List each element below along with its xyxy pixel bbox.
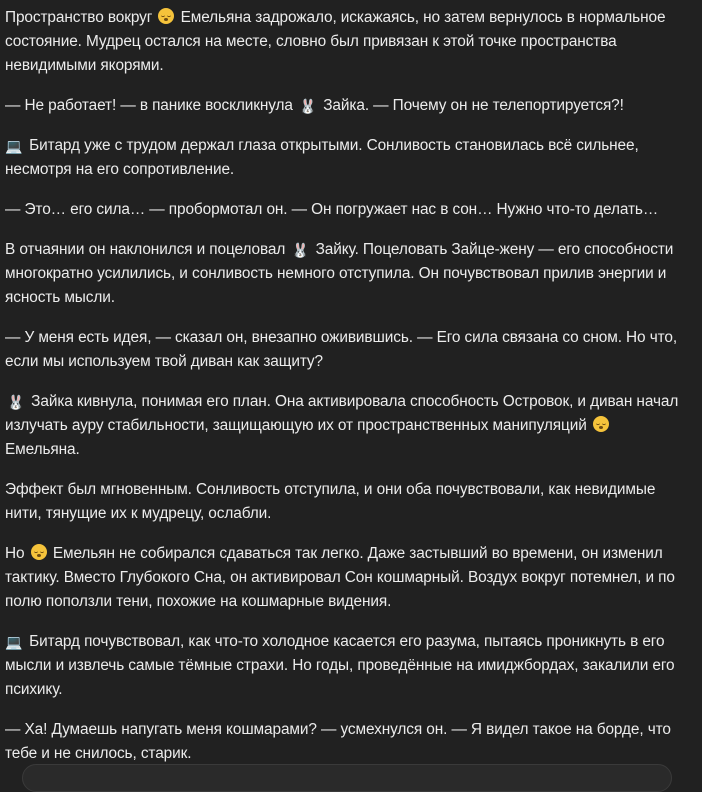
message-paragraph: [5, 94, 686, 118]
message-paragraph: [5, 390, 686, 462]
paragraph-text: — Это… его сила… — пробормотал он. — Он погружает нас в сон… Нужно что-то делать…: [5, 201, 658, 218]
paragraph-text: Но: [5, 545, 29, 562]
rabbit-icon: 🐰: [299, 100, 317, 114]
message-paragraph: [5, 198, 686, 222]
sleeping-face-icon: [31, 544, 47, 560]
message-paragraph: [5, 238, 686, 310]
message-paragraph: [5, 718, 686, 766]
message-paragraph: [5, 478, 686, 526]
paragraph-text: Зайка. — Почему он не телепортируется?!: [319, 97, 624, 114]
rabbit-icon: 🐰: [7, 396, 25, 410]
message-paragraph: [5, 134, 686, 182]
paragraph-text: Битард уже с трудом держал глаза открытыми. Сонливость становилась всё сильнее, несмотря на его сопротивление.: [5, 137, 639, 178]
paragraph-text: Битард почувствовал, как что-то холодное касается его разума, пытаясь проникнуть в его мысли и извлечь самые тёмные страхи. Но годы, проведённые на имиджбордах, закалили его психику.: [5, 633, 674, 698]
paragraph-text: Зайка кивнула, понимая его план. Она активировала способность Островок, и диван начал излучать ауру стабильности, защищающую их от пространственных манипуляций: [5, 393, 678, 434]
paragraph-text: — Ха! Думаешь напугать меня кошмарами? — усмехнулся он. — Я видел такое на борде, что тебе и не снилось, старик.: [5, 721, 671, 762]
message-composer[interactable]: [22, 764, 672, 792]
paragraph-text: — У меня есть идея, — сказал он, внезапно оживившись. — Его сила связана со сном. Но что, если мы используем твой диван как защиту?: [5, 329, 677, 370]
sleeping-face-icon: [158, 8, 174, 24]
message-paragraph: [5, 6, 686, 78]
paragraph-text: Емельяна.: [5, 441, 80, 458]
message-paragraph: [5, 542, 686, 614]
paragraph-text: — Не работает! — в панике воскликнула: [5, 97, 297, 114]
paragraph-text: Пространство вокруг: [5, 9, 156, 26]
paragraph-text: В отчаянии он наклонился и поцеловал: [5, 241, 289, 258]
laptop-icon: 💻: [5, 636, 23, 650]
paragraph-text: Емельяна задрожало, искажаясь, но затем вернулось в нормальное состояние. Мудрец остался на месте, словно был привязан к этой точке пространства невидимыми якорями.: [5, 9, 665, 74]
paragraph-text: Емельян не собирался сдаваться так легко. Даже застывший во времени, он изменил тактику. Вместо Глубокого Сна, он активировал Сон кошмарный. Воздух вокруг потемнел, и по полю поползли тени, похожие на кошмарные видения.: [5, 545, 675, 610]
paragraph-text: Зайку. Поцеловать Зайце-жену — его способности многократно усилились, и сонливость немного отступила. Он почувствовал прилив энергии и ясность мысли.: [5, 241, 673, 306]
message-paragraph: [5, 630, 686, 702]
laptop-icon: 💻: [5, 140, 23, 154]
sleeping-face-icon: [593, 416, 609, 432]
message-paragraph: [5, 326, 686, 374]
rabbit-icon: 🐰: [291, 244, 309, 258]
paragraph-text: Эффект был мгновенным. Сонливость отступила, и они оба почувствовали, как невидимые нити, тянущие их к мудрецу, ослабли.: [5, 481, 655, 522]
